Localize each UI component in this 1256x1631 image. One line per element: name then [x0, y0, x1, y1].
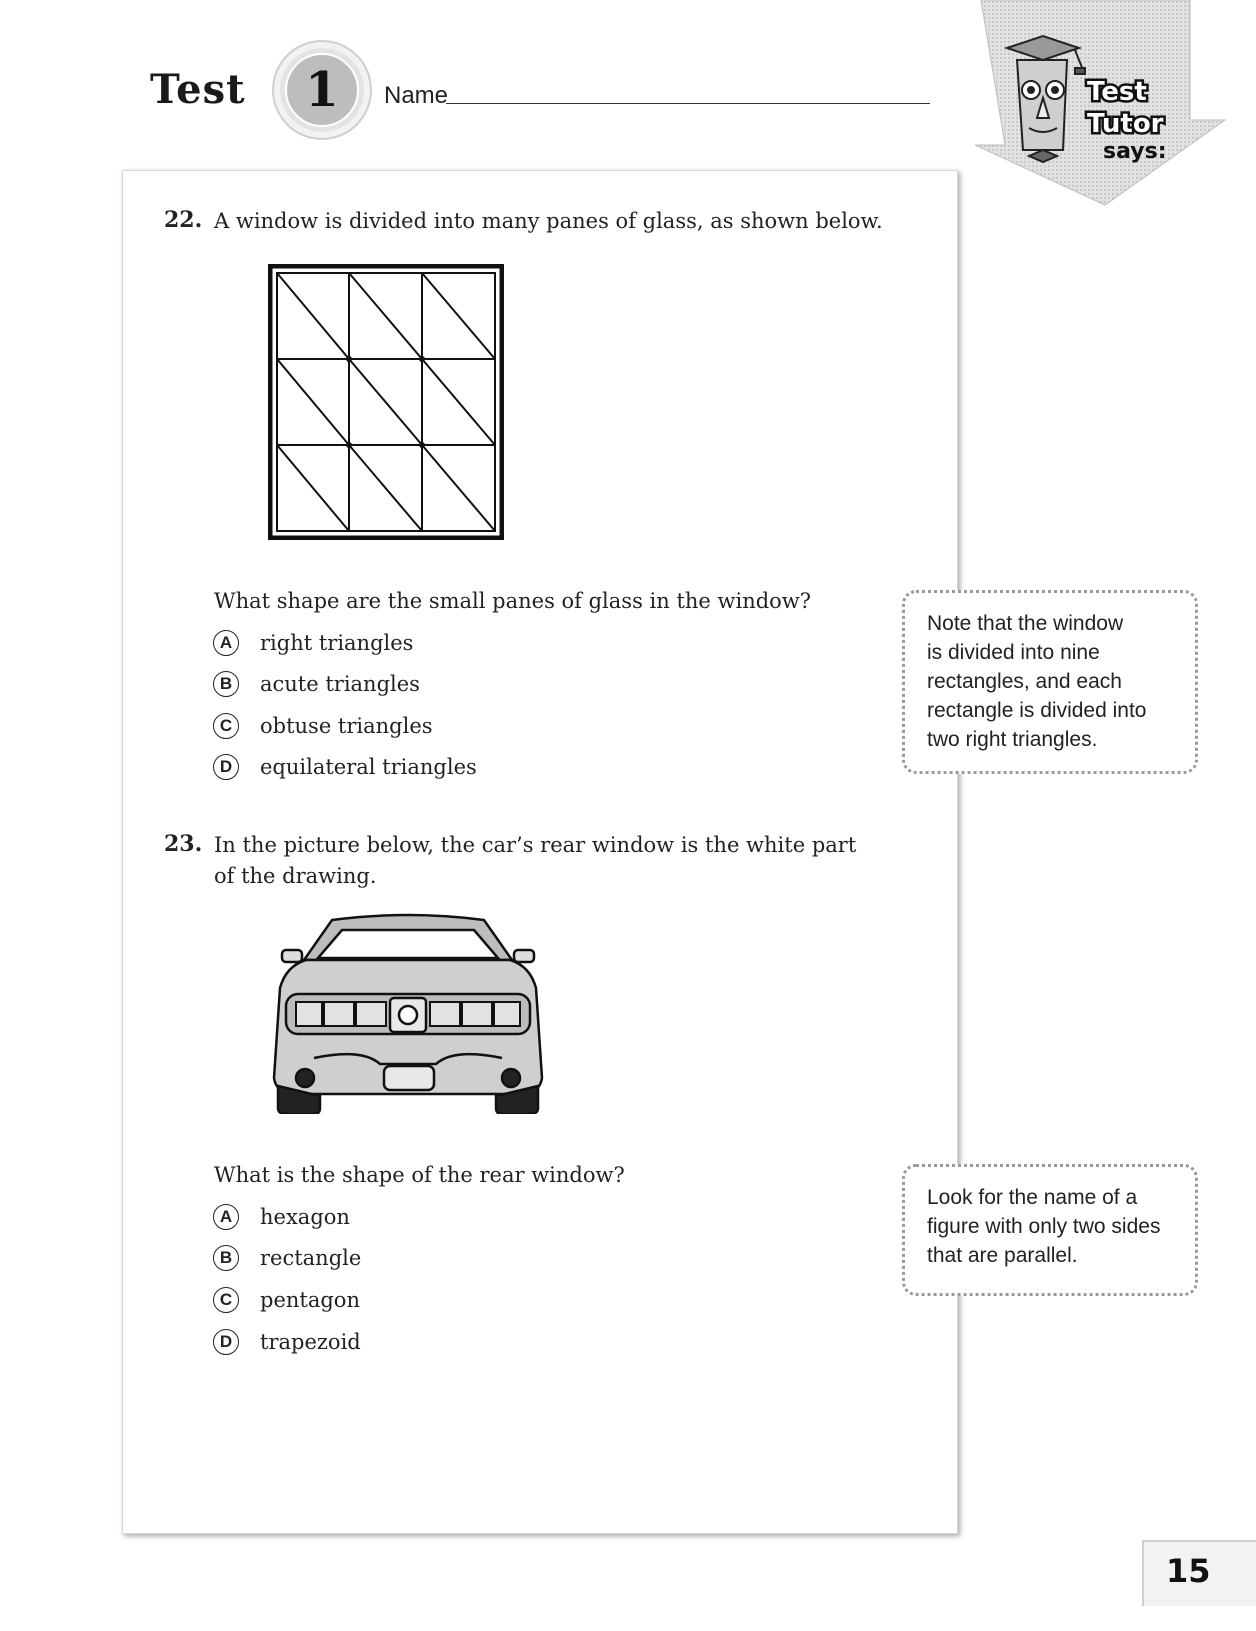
- tip-line: is divided into nine: [927, 641, 1100, 664]
- q23-choice-a[interactable]: [213, 1201, 350, 1233]
- window-panes-figure: [268, 264, 504, 540]
- question-23-text: [214, 830, 914, 892]
- q22-choice-d[interactable]: [213, 751, 477, 783]
- answer-bubble[interactable]: B: [213, 671, 239, 697]
- test-tutor-badge: [975, 0, 1235, 210]
- tip-line: figure with only two sides: [927, 1215, 1161, 1238]
- tip-line: Look for the name of a: [927, 1186, 1138, 1209]
- tip-box-q23: [902, 1164, 1198, 1296]
- choice-label: acute triangles: [260, 672, 420, 696]
- choice-label: rectangle: [260, 1246, 362, 1270]
- test-number: 1: [285, 53, 359, 127]
- choice-label: right triangles: [260, 631, 414, 655]
- answer-bubble[interactable]: A: [213, 1204, 239, 1230]
- car-rear-figure: [262, 908, 554, 1114]
- q22-choice-a[interactable]: [213, 627, 413, 659]
- choice-label: obtuse triangles: [260, 714, 433, 738]
- tip-line: two right triangles.: [927, 728, 1098, 751]
- name-label: Name: [384, 82, 449, 109]
- tip-box-q22: [902, 590, 1198, 774]
- choice-label: equilateral triangles: [260, 755, 477, 779]
- tip-line: Note that the window: [927, 612, 1124, 635]
- question-23-number: 23.: [164, 831, 203, 857]
- question-22-text: A window is divided into many panes of glass, as shown below.: [214, 209, 883, 233]
- q23-choice-b[interactable]: [213, 1242, 361, 1274]
- tip-line: that are parallel.: [927, 1244, 1078, 1267]
- choice-label: trapezoid: [260, 1330, 361, 1354]
- choice-label: pentagon: [260, 1288, 360, 1312]
- svg-text:says:: says:: [1103, 139, 1167, 164]
- answer-bubble[interactable]: C: [213, 1287, 239, 1313]
- q23-choice-d[interactable]: [213, 1326, 361, 1358]
- page-number-box: [1142, 1540, 1256, 1606]
- choice-label: hexagon: [260, 1205, 350, 1229]
- rear-window: [318, 930, 498, 958]
- question-23-line: In the picture below, the car’s rear window is the white part: [214, 833, 857, 857]
- question-23-line: of the drawing.: [214, 864, 377, 888]
- name-line[interactable]: [446, 103, 930, 104]
- answer-bubble[interactable]: D: [213, 1329, 239, 1355]
- page-number: 15: [1166, 1552, 1211, 1590]
- svg-text:Tutor: Tutor: [1087, 109, 1164, 139]
- test-number-badge: [272, 40, 372, 140]
- question-23-prompt: What is the shape of the rear window?: [214, 1163, 625, 1187]
- question-22-number: 22.: [164, 207, 203, 233]
- svg-text:Test: Test: [1087, 77, 1147, 107]
- answer-bubble[interactable]: D: [213, 754, 239, 780]
- tip-line: rectangle is divided into: [927, 699, 1147, 722]
- q22-choice-b[interactable]: [213, 668, 420, 700]
- answer-bubble[interactable]: C: [213, 713, 239, 739]
- test-title: Test: [150, 66, 246, 113]
- question-22-prompt: What shape are the small panes of glass in the window?: [214, 589, 812, 613]
- q22-choice-c[interactable]: [213, 710, 433, 742]
- tip-line: rectangles, and each: [927, 670, 1122, 693]
- q23-choice-c[interactable]: [213, 1284, 360, 1316]
- answer-bubble[interactable]: B: [213, 1245, 239, 1271]
- answer-bubble[interactable]: A: [213, 630, 239, 656]
